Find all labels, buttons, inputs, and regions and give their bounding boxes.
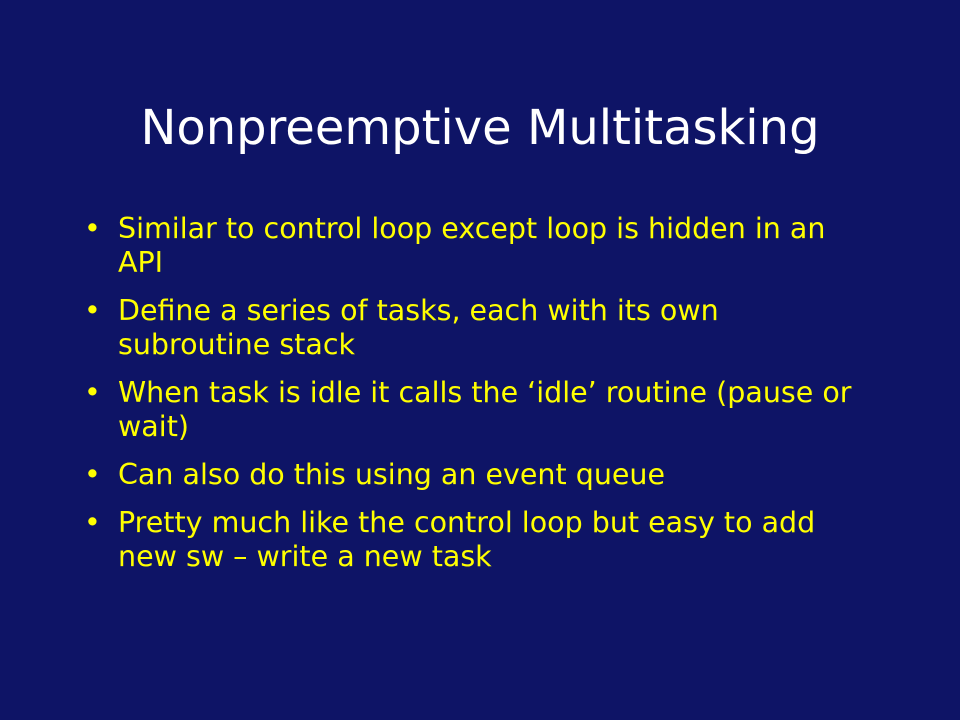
- bullet-text: Similar to control loop except loop is hidden in an API: [118, 212, 826, 279]
- bullet-dot-icon: •: [84, 376, 101, 409]
- bullet-dot-icon: •: [84, 506, 101, 539]
- bullet-dot-icon: •: [84, 458, 101, 491]
- bullet-text: When task is idle it calls the ‘idle’ routine (pause or wait): [118, 376, 852, 443]
- slide-title: Nonpreemptive Multitasking: [140, 100, 820, 156]
- bullet-item: [84, 376, 874, 444]
- bullet-list: [84, 212, 874, 588]
- bullet-text: Can also do this using an event queue: [118, 458, 666, 491]
- bullet-item: [84, 458, 874, 492]
- bullet-item: [84, 212, 874, 280]
- bullet-dot-icon: •: [84, 212, 101, 245]
- bullet-item: [84, 294, 874, 362]
- bullet-text: Pretty much like the control loop but easy to add new sw – write a new task: [118, 506, 816, 573]
- bullet-item: [84, 506, 874, 574]
- bullet-text: Define a series of tasks, each with its own subroutine stack: [118, 294, 719, 361]
- bullet-dot-icon: •: [84, 294, 101, 327]
